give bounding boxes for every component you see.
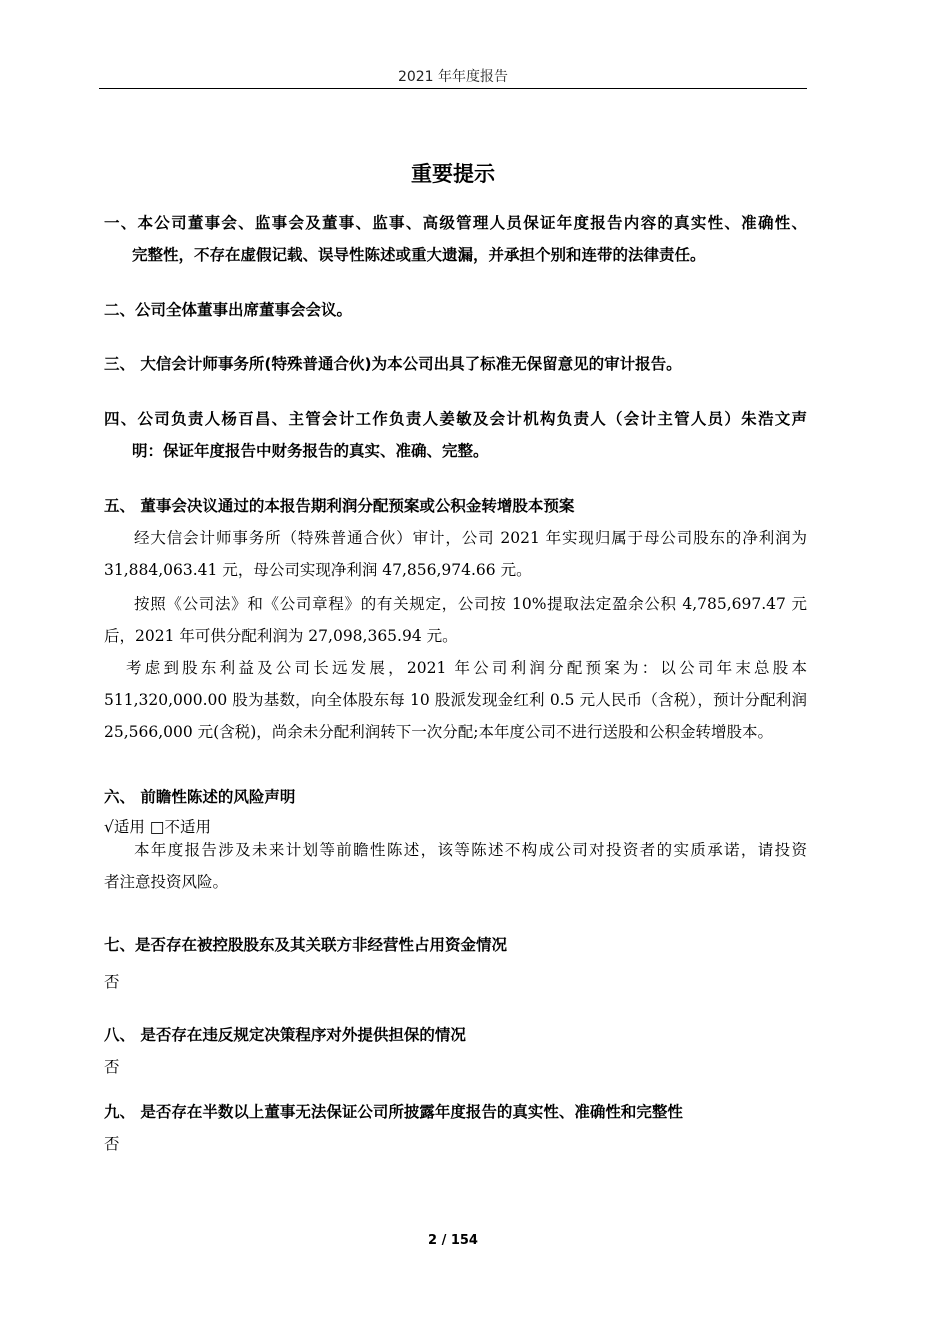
applicable-checkbox-status: √适用 □不适用 <box>104 818 211 836</box>
item4-line1: 四、公司负责人杨百昌、主管会计工作负责人姜敏及会计机构负责人（会计主管人员）朱浩文声 <box>104 410 807 428</box>
item9-answer: 否 <box>104 1135 120 1153</box>
item7-answer: 否 <box>104 973 120 991</box>
item6-heading: 六、 前瞻性陈述的风险声明 <box>104 788 296 806</box>
item9-heading: 九、 是否存在半数以上董事无法保证公司所披露年度报告的真实性、准确性和完整性 <box>104 1103 683 1121</box>
item8-answer: 否 <box>104 1058 120 1076</box>
item7-heading: 七、是否存在被控股股东及其关联方非经营性占用资金情况 <box>104 936 508 954</box>
page-number: 2 / 154 <box>428 1233 478 1248</box>
item5-p3-line3: 25,566,000 元(含税)，尚余未分配利润转下一次分配;本年度公司不进行送股和公积金转增股本。 <box>104 723 773 741</box>
item5-p3-line2: 511,320,000.00 股为基数，向全体股东每 10 股派发现金红利 0.5 元人民币（含税），预计分配利润 <box>104 691 807 709</box>
item5-p1-line1: 经大信会计师事务所（特殊普通合伙）审计，公司 2021 年实现归属于母公司股东的净利润为 <box>134 529 807 547</box>
item5-p3-line1: 考虑到股东利益及公司长远发展，2021 年公司利润分配预案为：以公司年末总股本 <box>126 659 807 677</box>
item5-p2-line1: 按照《公司法》和《公司章程》的有关规定，公司按 10%提取法定盈余公积 4,785,697.47 元 <box>134 595 807 613</box>
item5-heading: 五、 董事会决议通过的本报告期利润分配预案或公积金转增股本预案 <box>104 497 575 515</box>
item1-line2: 完整性，不存在虚假记载、误导性陈述或重大遗漏，并承担个别和连带的法律责任。 <box>132 246 706 264</box>
item3-text: 三、 大信会计师事务所(特殊普通合伙)为本公司出具了标准无保留意见的审计报告。 <box>104 355 682 373</box>
item2-text: 二、公司全体董事出席董事会会议。 <box>104 301 353 319</box>
item5-p1-line2: 31,884,063.41 元，母公司实现净利润 47,856,974.66 元。 <box>104 561 532 579</box>
item6-p-line2: 者注意投资风险。 <box>104 873 229 891</box>
item5-p2-line2: 后，2021 年可供分配利润为 27,098,365.94 元。 <box>104 627 458 645</box>
page-title: 重要提示 <box>411 162 495 186</box>
page-header: 2021 年年度报告 <box>397 69 509 85</box>
item8-heading: 八、 是否存在违反规定决策程序对外提供担保的情况 <box>104 1026 466 1044</box>
item4-line2: 明：保证年度报告中财务报告的真实、准确、完整。 <box>132 442 489 460</box>
header-divider <box>99 88 807 89</box>
item1-line1: 一、本公司董事会、监事会及董事、监事、高级管理人员保证年度报告内容的真实性、准确性、 <box>104 214 807 232</box>
item6-p-line1: 本年度报告涉及未来计划等前瞻性陈述，该等陈述不构成公司对投资者的实质承诺，请投资 <box>134 841 807 859</box>
